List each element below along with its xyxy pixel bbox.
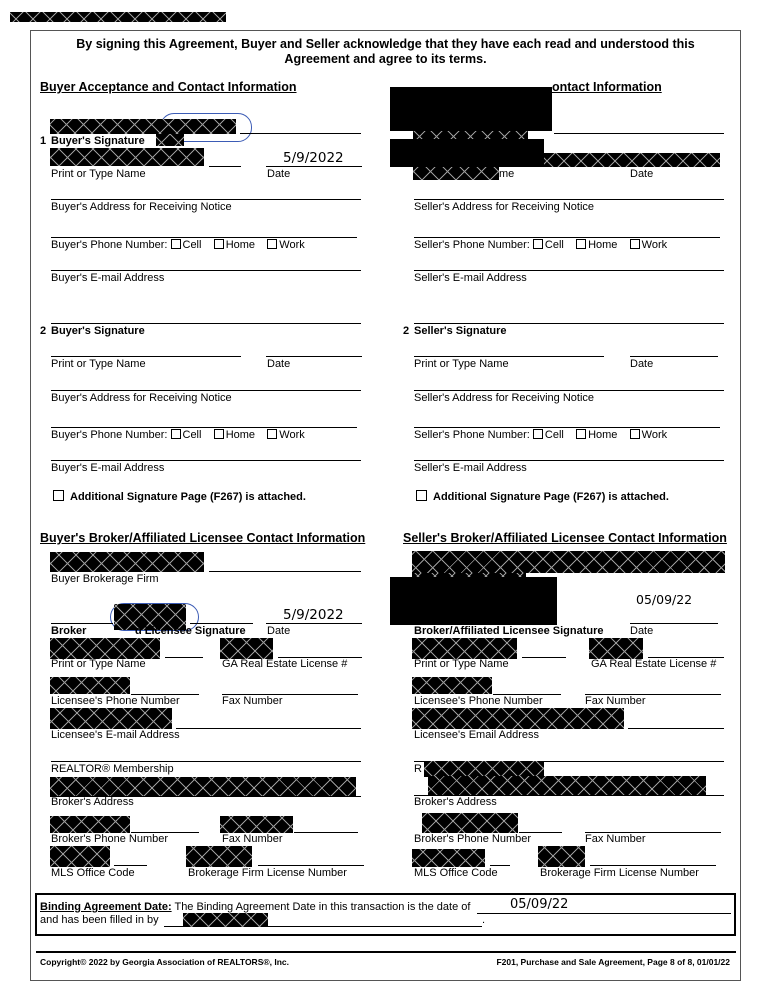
redacted-seller1-sig (413, 131, 528, 139)
buyer2-address-label: Buyer's Address for Receiving Notice (51, 392, 232, 404)
seller-broker-title: Seller's Broker/Affiliated Licensee Contact Information (403, 531, 727, 545)
seller2-address-line (414, 390, 724, 391)
footer-copyright: Copyright© 2022 by Georgia Association of REALTORS®, Inc. (40, 957, 289, 967)
buyer-broker-address-label: Broker's Address (51, 796, 134, 808)
buyer-licensee-name-label: Print or Type Name (51, 658, 146, 670)
buyer-realtor-label: REALTOR® Membership (51, 763, 174, 775)
seller1-email-label: Seller's E-mail Address (414, 272, 527, 284)
seller-broker-signed-date: 05/09/22 (636, 592, 693, 607)
buyer-additional-page: Additional Signature Page (F267) is attached. (53, 490, 306, 503)
seller1-date-label: Date (630, 168, 654, 180)
buyer-broker-sig-label-a: Broker (51, 625, 87, 637)
buyer-licensee-phone-label: Licensee's Phone Number (51, 695, 180, 707)
buyer-broker-fax-label: Fax Number (222, 833, 283, 845)
buyer1-name-line (209, 166, 241, 167)
buyer2-phone-row: Buyer's Phone Number: Cell Home Work (51, 429, 305, 441)
redacted-seller-licensee-name (412, 638, 517, 659)
buyer-broker-date-label: Date (267, 625, 291, 637)
seller1-phone-line (414, 237, 720, 238)
seller2-home-checkbox[interactable] (576, 429, 586, 439)
seller2-phone-line (414, 427, 720, 428)
buyer-broker-sig-label-b: d Licensee Signature (135, 625, 246, 637)
seller2-signature-line (414, 323, 724, 324)
buyer2-number: 2 (40, 325, 47, 337)
seller2-phone-row: Seller's Phone Number: Cell Home Work (414, 429, 668, 441)
redacted-buyer-licensee-phone (50, 677, 130, 694)
buyer2-print-name-label: Print or Type Name (51, 358, 146, 370)
buyer2-cell-checkbox[interactable] (171, 429, 181, 439)
binding-period: . (482, 914, 486, 926)
redacted-seller-license-no (589, 638, 643, 659)
redacted-buyer1-signature (50, 119, 236, 134)
buyer-broker-date-line (266, 623, 362, 624)
seller1-home-checkbox[interactable] (576, 239, 586, 249)
seller-licensee-email-line (628, 728, 724, 729)
buyer1-date-label: Date (267, 168, 291, 180)
buyer-broker-signed-date: 5/9/2022 (283, 607, 344, 623)
seller-broker-phone-label: Broker's Phone Number (414, 833, 532, 845)
redacted-seller-broker-address (428, 776, 706, 795)
seller-broker-sig-label: Broker/Affiliated Licensee Signature (414, 625, 604, 637)
redacted-seller-firm (412, 551, 725, 573)
buyer1-signature-label: Buyer's Signature (51, 135, 145, 147)
seller2-address-label: Seller's Address for Receiving Notice (414, 392, 595, 404)
redacted-filled-by-name (183, 913, 268, 927)
redacted-top-id (10, 12, 226, 22)
seller-mls-label: MLS Office Code (414, 867, 498, 879)
seller-mls-line (490, 865, 510, 866)
seller-license-label: GA Real Estate License # (591, 658, 717, 670)
redacted-buyer1-name (50, 148, 204, 166)
buyer-licensee-fax-label: Fax Number (222, 695, 283, 707)
redacted-seller-broker-signature (390, 577, 557, 625)
buyer1-number: 1 (40, 135, 47, 147)
seller-broker-date-label: Date (630, 625, 654, 637)
redacted-seller-licensee-email (412, 708, 624, 729)
binding-agreement-line1: Binding Agreement Date: The Binding Agreement Date in this transaction is the date of (40, 901, 471, 913)
seller2-date-label: Date (630, 358, 654, 370)
buyer1-signed-date: 5/9/2022 (283, 150, 344, 166)
buyer-additional-checkbox[interactable] (53, 490, 64, 501)
seller1-address-label: Seller's Address for Receiving Notice (414, 201, 595, 213)
redacted-buyer-licensee-name (50, 638, 160, 659)
buyer-licensee-email-label: Licensee's E-mail Address (51, 729, 180, 741)
buyer1-address-line (51, 199, 361, 200)
buyer2-email-line (51, 460, 361, 461)
redacted-seller-realtor (424, 761, 544, 777)
seller2-cell-checkbox[interactable] (533, 429, 543, 439)
seller2-email-label: Seller's E-mail Address (414, 462, 527, 474)
redacted-buyer1-signature-b (156, 134, 184, 146)
seller1-signature-line (554, 133, 724, 134)
buyer-license-label: GA Real Estate License # (222, 658, 348, 670)
buyer2-signature-line (51, 323, 361, 324)
buyer1-print-name-label: Print or Type Name (51, 168, 146, 180)
buyer2-email-label: Buyer's E-mail Address (51, 462, 165, 474)
buyer-broker-sig-line-b (190, 623, 253, 624)
redacted-seller1-name (544, 153, 720, 167)
binding-date-line (477, 913, 731, 914)
seller-licensee-email-label: Licensee's Email Address (414, 729, 539, 741)
seller2-email-line (414, 460, 724, 461)
seller-additional-page: Additional Signature Page (F267) is attached. (416, 490, 669, 503)
buyer2-work-checkbox[interactable] (267, 429, 277, 439)
buyer1-home-checkbox[interactable] (214, 239, 224, 249)
redacted-seller-block-2 (390, 139, 544, 167)
buyer-realtor-line (51, 761, 361, 762)
seller-licensee-phone-label: Licensee's Phone Number (414, 695, 543, 707)
buyer-mls-label: MLS Office Code (51, 867, 135, 879)
buyer2-date-label: Date (267, 358, 291, 370)
seller-firm-license-line (590, 865, 716, 866)
seller1-email-line (414, 270, 724, 271)
seller1-phone-row: Seller's Phone Number: Cell Home Work (414, 239, 668, 251)
redacted-seller1-name-b (413, 167, 499, 180)
redacted-buyer-licensee-email (50, 708, 172, 729)
redacted-seller-mls (412, 849, 485, 867)
seller-additional-checkbox[interactable] (416, 490, 427, 501)
redacted-buyer-firm (50, 552, 204, 572)
buyer-firm-label: Buyer Brokerage Firm (51, 573, 159, 585)
buyer-section-title: Buyer Acceptance and Contact Information (40, 80, 297, 94)
seller2-signature-label: Seller's Signature (414, 325, 507, 337)
buyer2-signature-label: Buyer's Signature (51, 325, 145, 337)
buyer-firm-line (209, 571, 361, 572)
buyer-mls-line (114, 865, 147, 866)
binding-filled-by-label: and has been filled in by (40, 914, 159, 926)
redacted-seller-licensee-phone (412, 677, 492, 694)
seller1-print-name-label: me (499, 168, 515, 180)
buyer1-email-label: Buyer's E-mail Address (51, 272, 165, 284)
redacted-seller-firm-license (538, 846, 585, 867)
buyer1-phone-row: Buyer's Phone Number: Cell Home Work (51, 239, 305, 251)
buyer1-email-line (51, 270, 361, 271)
buyer1-date-line (266, 166, 362, 167)
seller2-print-name-label: Print or Type Name (414, 358, 509, 370)
buyer2-address-line (51, 390, 361, 391)
buyer1-work-checkbox[interactable] (267, 239, 277, 249)
seller2-name-line (414, 356, 604, 357)
buyer1-cell-checkbox[interactable] (171, 239, 181, 249)
buyer-broker-sig-line-a (51, 623, 113, 624)
seller1-cell-checkbox[interactable] (533, 239, 543, 249)
seller-broker-fax-label: Fax Number (585, 833, 646, 845)
redacted-seller-broker-phone (422, 813, 518, 833)
buyer-licensee-email-line (176, 728, 361, 729)
buyer2-phone-line (51, 427, 357, 428)
buyer2-home-checkbox[interactable] (214, 429, 224, 439)
redacted-buyer-broker-address (50, 777, 356, 797)
redacted-buyer-mls (50, 846, 110, 867)
buyer-firm-license-label: Brokerage Firm License Number (188, 867, 347, 879)
binding-date-value: 05/09/22 (510, 897, 569, 912)
seller-licensee-name-label: Print or Type Name (414, 658, 509, 670)
seller2-number: 2 (403, 325, 410, 337)
seller-broker-date-line (630, 623, 718, 624)
redacted-seller-block-1 (390, 87, 552, 131)
intro-text: By signing this Agreement, Buyer and Seller acknowledge that they have each read and understood this Agreement and agree to its terms. (76, 37, 695, 66)
redacted-buyer-broker-fax (220, 816, 293, 833)
buyer1-signature-line (240, 133, 361, 134)
seller1-work-checkbox[interactable] (630, 239, 640, 249)
buyer1-phone-line (51, 237, 357, 238)
redacted-buyer-broker-phone (50, 816, 130, 833)
footer-form-id: F201, Purchase and Sale Agreement, Page 8 of 8, 01/01/22 (496, 957, 730, 967)
buyer-broker-fax-line (294, 832, 358, 833)
buyer1-address-label: Buyer's Address for Receiving Notice (51, 201, 232, 213)
buyer2-date-line (266, 356, 362, 357)
seller2-date-line (630, 356, 718, 357)
seller-licensee-name-line (522, 657, 566, 658)
seller2-work-checkbox[interactable] (630, 429, 640, 439)
redacted-buyer-firm-license (186, 846, 252, 867)
redacted-buyer-license-no (220, 638, 273, 659)
buyer-broker-phone-label: Broker's Phone Number (51, 833, 169, 845)
seller-licensee-fax-label: Fax Number (585, 695, 646, 707)
seller-broker-address-label: Broker's Address (414, 796, 497, 808)
seller-firm-license-label: Brokerage Firm License Number (540, 867, 699, 879)
buyer-licensee-name-line (165, 657, 203, 658)
buyer-firm-license-line (258, 865, 364, 866)
seller1-address-line (414, 199, 724, 200)
seller-section-title: ontact Information (552, 80, 662, 94)
buyer2-name-line (51, 356, 241, 357)
seller-realtor-label: R (414, 763, 422, 775)
buyer-broker-title: Buyer's Broker/Affiliated Licensee Contact Information (40, 531, 366, 545)
footer-rule (36, 951, 736, 953)
